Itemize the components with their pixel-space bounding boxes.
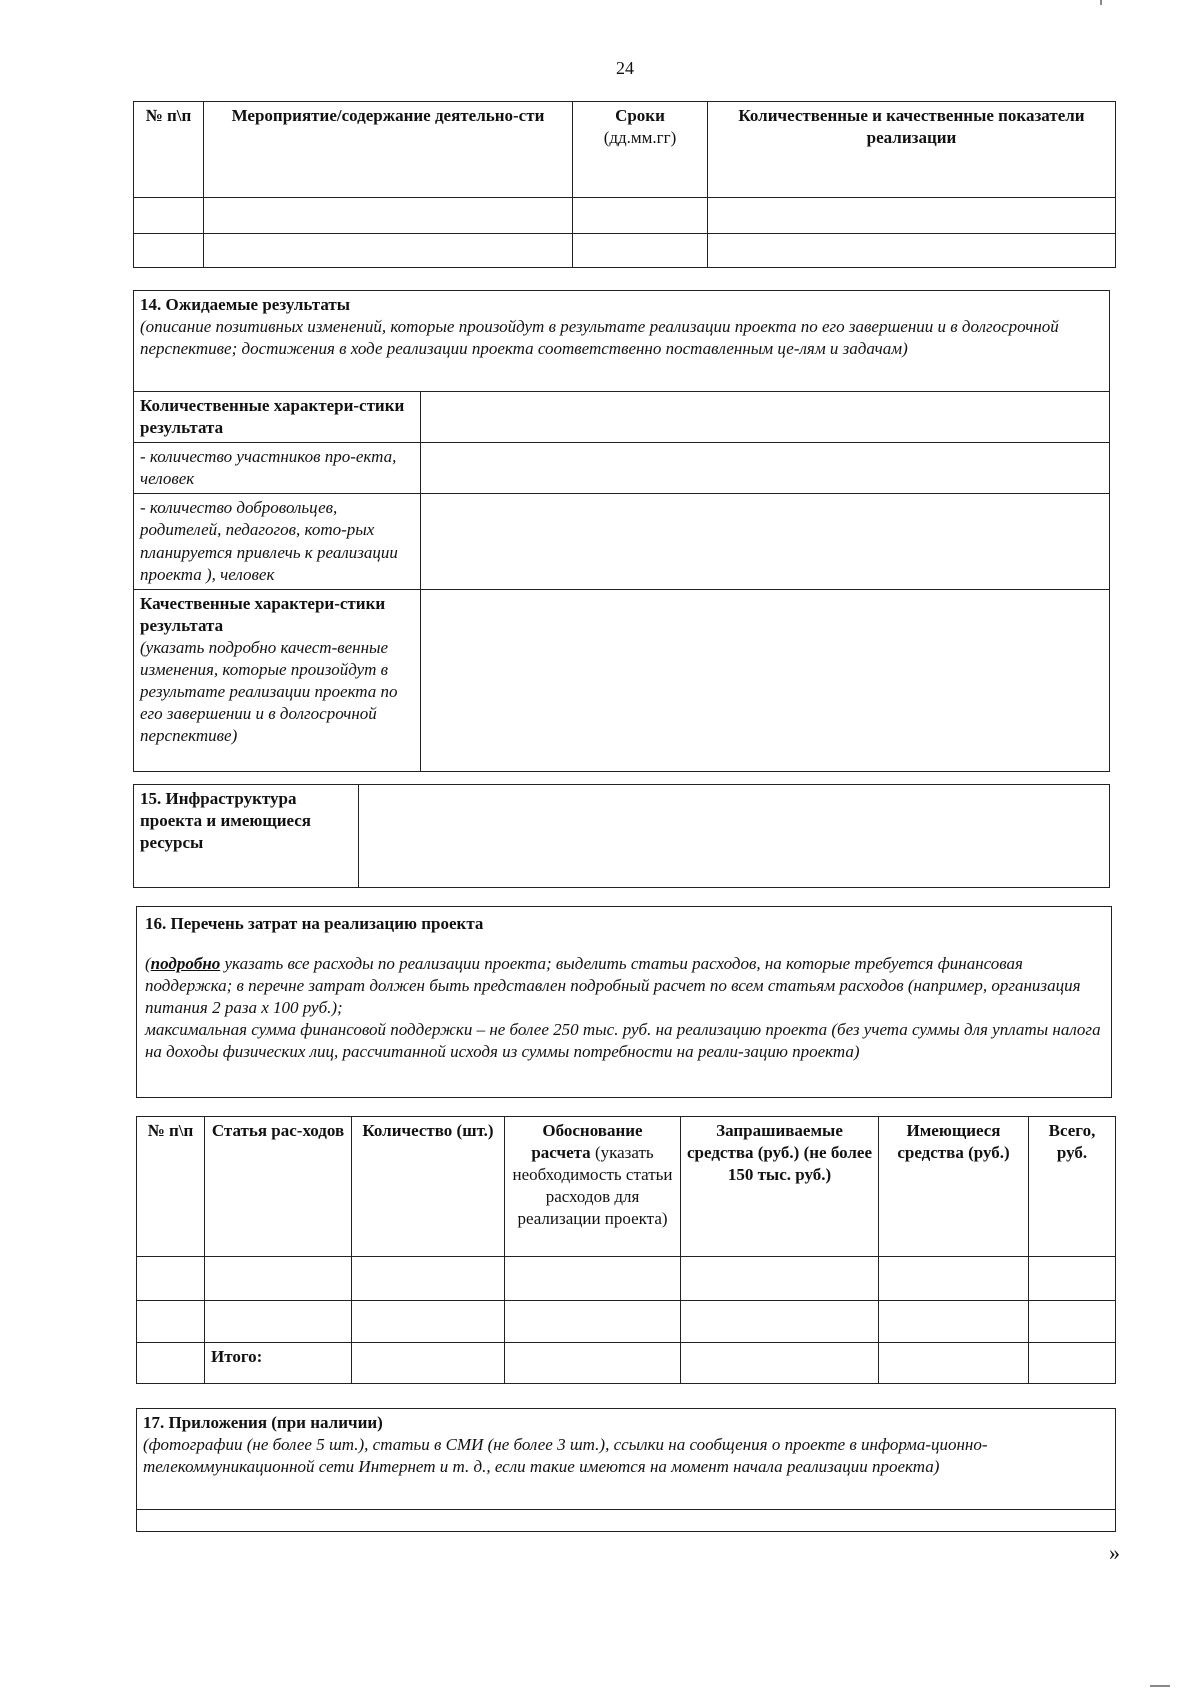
- cell[interactable]: [137, 1343, 205, 1384]
- cell[interactable]: [573, 198, 708, 234]
- cell[interactable]: [1029, 1343, 1116, 1384]
- cell[interactable]: [681, 1257, 879, 1301]
- cell[interactable]: [352, 1301, 505, 1343]
- qual-title: Качественные характери-стики результата: [140, 593, 386, 635]
- section-17-table: [136, 1408, 1116, 1532]
- section-16-max-sum: максимальная сумма финансовой поддержки – не более 250 тыс. руб. на реализацию проекта (без учета суммы для уплаты налога на доходы физических лиц, рассчитанной исходя из суммы потребности на реали-зацию проекта): [145, 1020, 1101, 1062]
- cell[interactable]: [352, 1257, 505, 1301]
- qual-note: (указать подробно качест-венные изменения, которые произойдут в результате реализации проекта по его завершении и в долгосрочной перспективе): [140, 637, 398, 746]
- scan-mark: [1150, 1685, 1170, 1687]
- cell[interactable]: [879, 1257, 1029, 1301]
- budget-header-qty: Количество (шт.): [352, 1117, 505, 1257]
- budget-header-basis: [505, 1117, 681, 1257]
- participants-label: - количество участников про-екта, человек: [134, 443, 421, 494]
- budget-header-available: Имеющиеся средства (руб.): [879, 1117, 1029, 1257]
- section-14-header: [134, 291, 1110, 392]
- header-activity: Мероприятие/содержание деятельно-сти: [204, 102, 573, 198]
- cell[interactable]: [137, 1257, 205, 1301]
- section-16-title: 16. Перечень затрат на реализацию проекта: [145, 914, 484, 933]
- budget-header-basis-note: (указать необходимость статьи расходов для реализации проекта): [512, 1143, 673, 1229]
- participants-value-cell[interactable]: [421, 443, 1110, 494]
- section-14-table: [133, 290, 1110, 772]
- cell[interactable]: [573, 234, 708, 268]
- header-num: № п\п: [134, 102, 204, 198]
- quant-value-cell[interactable]: [421, 392, 1110, 443]
- budget-header-num: № п\п: [137, 1117, 205, 1257]
- scan-mark: [1100, 0, 1102, 5]
- cell[interactable]: [134, 234, 204, 268]
- page-number: 24: [616, 58, 634, 78]
- cell[interactable]: [205, 1301, 352, 1343]
- section-17-title: 17. Приложения (при наличии): [143, 1413, 383, 1432]
- cell[interactable]: [681, 1301, 879, 1343]
- cell[interactable]: [681, 1343, 879, 1384]
- qual-value-cell[interactable]: [421, 589, 1110, 771]
- table-row: [137, 1301, 1116, 1343]
- section-15-title: 15. Инфраструктура проекта и имеющиеся ресурсы: [134, 785, 359, 888]
- section-16-desc-rest: указать все расходы по реализации проекта; выделить статьи расходов, на которые требуется финансовая поддержка; в перечне затрат должен быть представлен подробный расчет по всем статьям расходов (например, организация питания 2 раза х 100 руб.);: [145, 954, 1081, 1018]
- section-16-description: (подробно указать все расходы по реализации проекта; выделить статьи расходов, на которые требуется финансовая поддержка; в перечне затрат должен быть представлен подробный расчет по всем статьям расходов (например, организация питания 2 раза х 100 руб.);: [145, 954, 1081, 1018]
- closing-quote: »: [1109, 1540, 1120, 1565]
- volunteers-label: - количество добровольцев, родителей, педагогов, кото-рых планируется привлечь к реализации проекта ), человек: [134, 494, 421, 589]
- cell[interactable]: [204, 234, 573, 268]
- header-dates-title: Сроки: [615, 106, 665, 125]
- table-row: [134, 234, 1116, 268]
- activities-table: [133, 101, 1116, 268]
- table-row: [134, 198, 1116, 234]
- table-row: [137, 1343, 1116, 1384]
- cell[interactable]: [1029, 1257, 1116, 1301]
- cell[interactable]: [352, 1343, 505, 1384]
- cell[interactable]: [708, 198, 1116, 234]
- cell[interactable]: [137, 1301, 205, 1343]
- cell[interactable]: [204, 198, 573, 234]
- header-dates: [573, 102, 708, 198]
- cell[interactable]: [505, 1257, 681, 1301]
- cell[interactable]: [879, 1343, 1029, 1384]
- section-16-block: [136, 906, 1112, 1098]
- qual-label-cell: [134, 589, 421, 771]
- budget-header-item: Статья рас-ходов: [205, 1117, 352, 1257]
- section-15-value-cell[interactable]: [359, 785, 1110, 888]
- quant-title: Количественные характери-стики результата: [134, 392, 421, 443]
- section-14-description: (описание позитивных изменений, которые произойдут в результате реализации проекта по его завершении и в долгосрочной перспективе; достижения в ходе реализации проекта соответственно поставленным це-лям и задачам): [140, 317, 1059, 359]
- budget-total-label: Итого:: [205, 1343, 352, 1384]
- header-indicators: Количественные и качественные показатели реализации: [708, 102, 1116, 198]
- section-14-title: 14. Ожидаемые результаты: [140, 295, 351, 314]
- section-17-header: [137, 1409, 1116, 1510]
- table-row: [137, 1257, 1116, 1301]
- section-15-table: [133, 784, 1110, 888]
- header-dates-format: (дд.мм.гг): [603, 128, 677, 148]
- budget-header-requested: Запрашиваемые средства (руб.) (не более 150 тыс. руб.): [681, 1117, 879, 1257]
- volunteers-value-cell[interactable]: [421, 494, 1110, 589]
- cell[interactable]: [134, 198, 204, 234]
- cell[interactable]: [205, 1257, 352, 1301]
- cell[interactable]: [879, 1301, 1029, 1343]
- section-17-description: (фотографии (не более 5 шт.), статьи в СМИ (не более 3 шт.), ссылки на сообщения о проекте в информа-ционно-телекоммуникационной сети Интернет и т. д., если такие имеются на момент начала реализации проекта): [143, 1435, 988, 1477]
- cell[interactable]: [505, 1343, 681, 1384]
- budget-header-basis-title: Обоснование расчета: [531, 1121, 643, 1163]
- section-16-emphasis: подробно: [150, 954, 221, 974]
- cell[interactable]: [505, 1301, 681, 1343]
- budget-header-total: Всего, руб.: [1029, 1117, 1116, 1257]
- section-17-value-cell[interactable]: [137, 1510, 1116, 1532]
- cell[interactable]: [1029, 1301, 1116, 1343]
- cell[interactable]: [708, 234, 1116, 268]
- budget-table: [136, 1116, 1116, 1384]
